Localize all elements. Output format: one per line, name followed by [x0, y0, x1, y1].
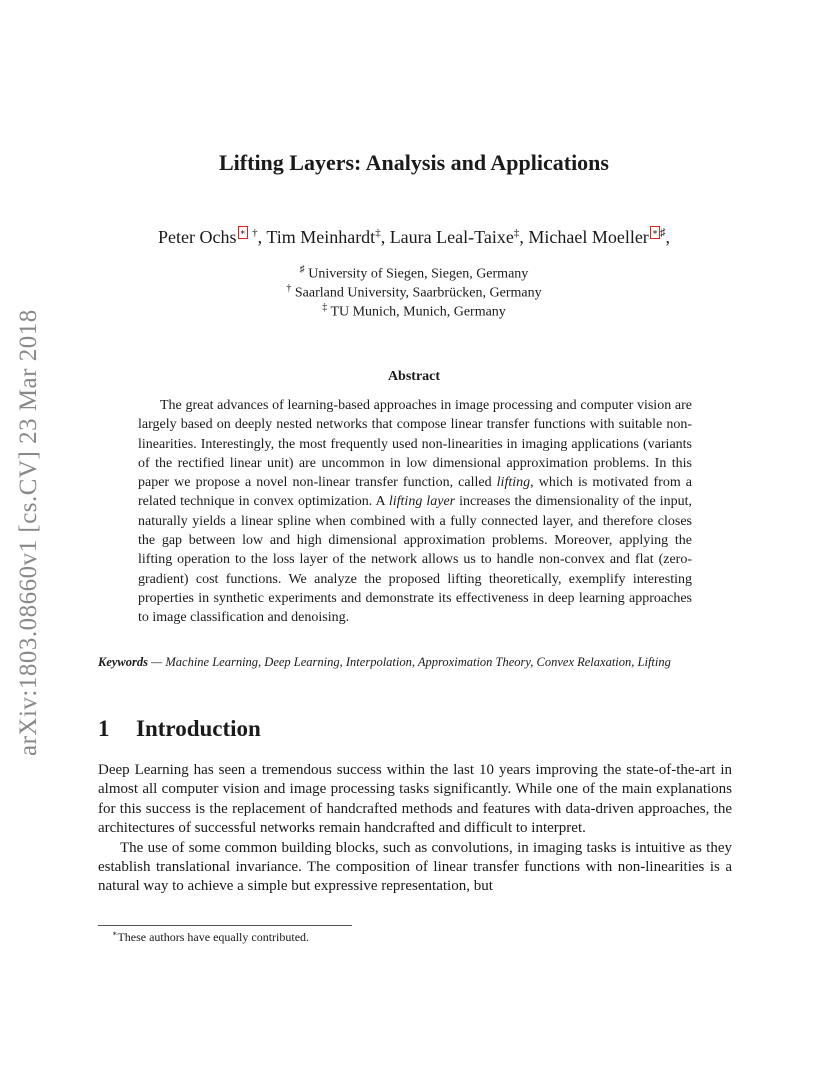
affiliation-line [0, 302, 828, 321]
footnote-link[interactable]: ∗ [239, 227, 246, 237]
affiliation-text: TU Munich, Munich, Germany [330, 304, 506, 320]
abstract-text: increases the dimensionality of the input, naturally yields a linear spline when combined with a fully connected layer, and therefore closes the gap between low and high dimensional approximation problems. Moreover, applying the lifting operation to the loss layer of the network allows us to handle non-convex and flat (zero-gradient) cost functions. We analyze the proposed lifting theoretically, exemplify interesting properties in synthetic experiments and demonstrate its effectiveness in deep learning approaches to image classification and denoising. [138, 494, 693, 626]
abstract-text: , which is motivated from a related technique in convex optimization. A [138, 475, 693, 510]
footnote-divider [98, 925, 352, 926]
keywords-text: — Machine Learning, Deep Learning, Interpolation, Approximation Theory, Convex Relaxation, Lifting [148, 655, 671, 669]
footnote-text: These authors have equally contributed. [117, 930, 310, 944]
arxiv-identifier: arXiv:1803.08660v1 [cs.CV] 23 Mar 2018 [15, 309, 42, 756]
paper-title: Lifting Layers: Analysis and Applications [219, 150, 609, 175]
author-list: Peter Ochs ∗ †, Tim Meinhardt‡, Laura Leal-Taixe‡, Michael Moeller ∗ ♯, [158, 227, 670, 247]
affiliation-mark: † [286, 283, 292, 294]
affiliation-mark: ♯ [299, 264, 305, 275]
keywords-label: Keywords [98, 655, 148, 669]
affiliation-mark: ‡ [375, 227, 381, 239]
section-number: 1 [98, 716, 110, 741]
affiliation-mark: † [252, 227, 258, 239]
keywords [98, 653, 732, 672]
author-name: Michael Moeller [528, 227, 649, 247]
affiliation-line [0, 264, 828, 283]
section-heading [98, 716, 261, 742]
author-name: Tim Meinhardt [266, 227, 376, 247]
footnote-mark: ∗ [112, 929, 118, 938]
introduction-body [98, 761, 732, 897]
footnote [112, 929, 309, 945]
abstract-heading: Abstract [387, 369, 441, 384]
author-name: Peter Ochs [158, 227, 237, 247]
paragraph: Deep Learning has seen a tremendous success within the last 10 years improving the state-of-the-art in almost all computer vision and image processing tasks significantly. While one of the main explanations for this success is the replacement of handcrafted methods and features with data-driven approaches, the architectures of successful networks remain handcrafted and difficult to interpret. [98, 762, 732, 837]
abstract-emphasis: lifting layer [388, 494, 456, 510]
author-name: Laura Leal-Taixe [389, 227, 514, 247]
affiliation-line [0, 283, 828, 302]
abstract-text: The great advances of learning-based approaches in image processing and computer vision are largely based on deeply nested networks that compose linear transfer functions with suitable non-linearities. Interestingly, the most frequently used non-linearities in imaging applications (variants of the rectified linear unit) are uncommon in low dimensional approximation problems. In this paper we propose a novel non-linear transfer function, called [138, 398, 692, 491]
affiliation-text: Saarland University, Saarbrücken, Germany [294, 285, 542, 301]
section-title: Introduction [136, 716, 261, 741]
paragraph: The use of some common building blocks, such as convolutions, in imaging tasks is intuitive as they establish translational invariance. The composition of linear transfer functions with non-linearities is a natural way to achieve a simple but expressive representation, but [98, 839, 732, 895]
affiliation-mark: ‡ [513, 227, 520, 239]
abstract-body [138, 396, 692, 628]
abstract-emphasis: lifting [496, 475, 531, 491]
affiliation-mark: ♯ [659, 227, 666, 239]
footnote-link[interactable]: ∗ [651, 227, 658, 237]
affiliation-text: University of Siegen, Siegen, Germany [308, 266, 529, 282]
affiliation-mark: ‡ [322, 302, 328, 313]
